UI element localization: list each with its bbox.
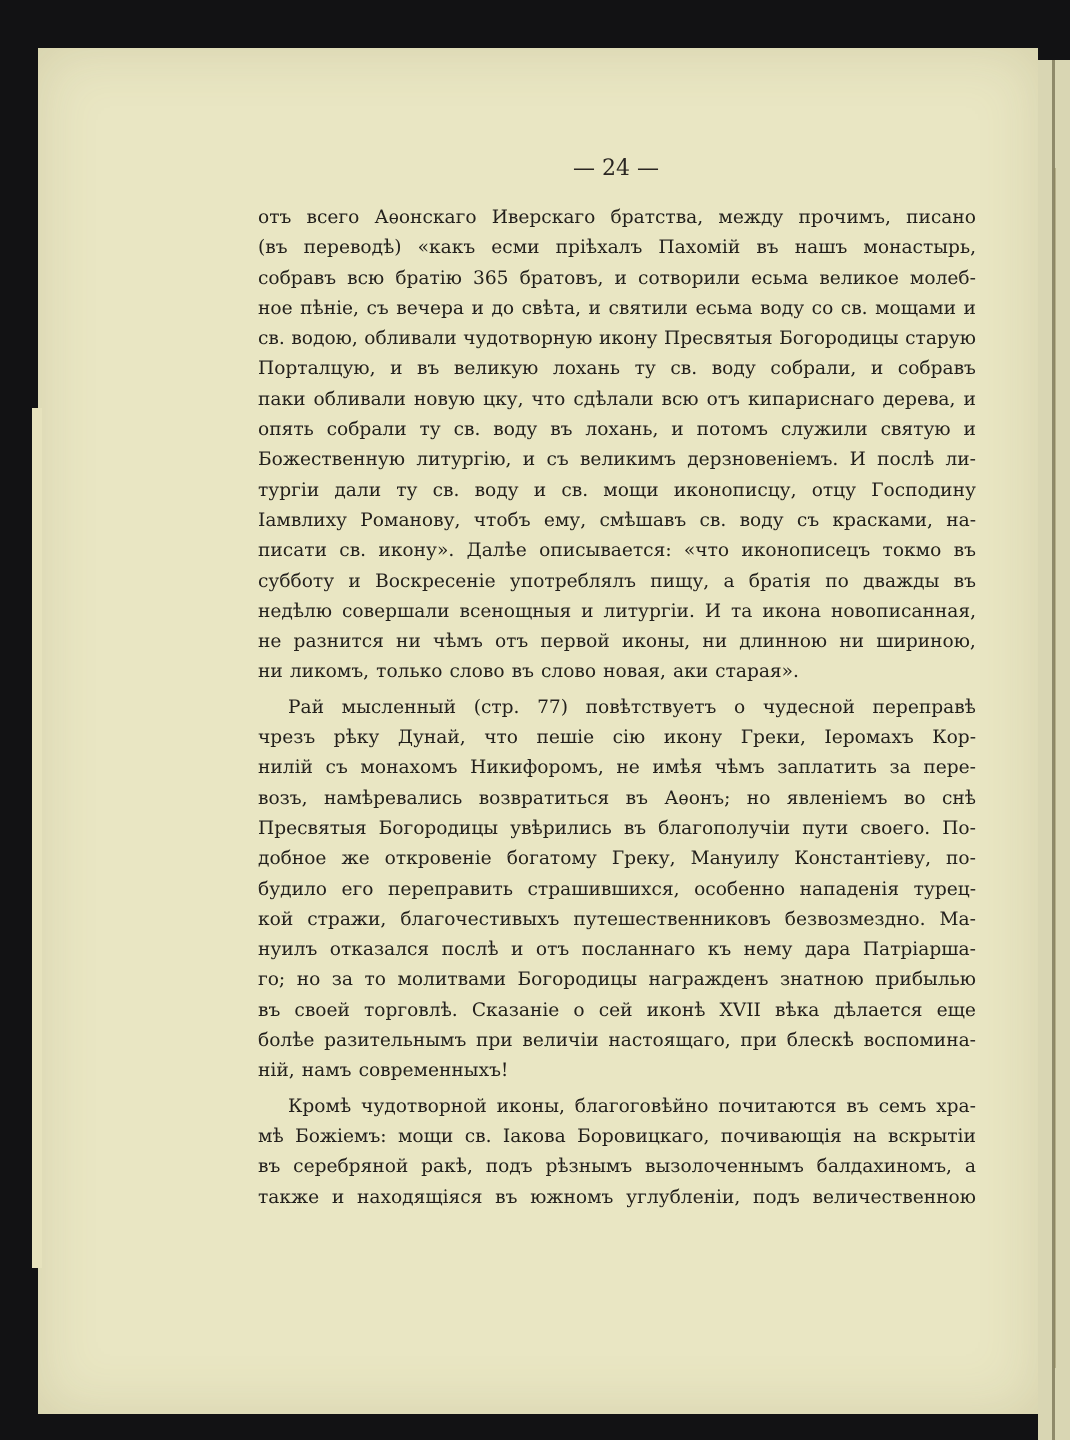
- text-line: добное же откровеніе богатому Греку, Мануилу Константіеву, по-: [258, 848, 976, 870]
- text-line: Божественную литургію, и съ великимъ дерзновеніемъ. И послѣ ли-: [258, 449, 976, 471]
- text-line: будило его переправить страшившихся, особенно нападенія турец-: [258, 878, 976, 900]
- text-line: возъ, намѣревались возвратиться въ Аѳонъ; но явленіемъ во снѣ: [258, 787, 976, 809]
- text-line: Пресвятыя Богородицы увѣрились въ благополучіи пути своего. По-: [258, 817, 976, 839]
- text-line: св. водою, обливали чудотворную икону Пресвятыя Богородицы старую: [258, 328, 976, 350]
- text-line: кой стражи, благочестивыхъ путешественниковъ безвозмездно. Ма-: [258, 908, 976, 930]
- text-line: также и находящіяся въ южномъ углубленіи, подъ величественною: [258, 1186, 976, 1208]
- text-line: въ серебряной ракѣ, подъ рѣзнымъ вызолоченнымъ балдахиномъ, а: [258, 1156, 976, 1178]
- text-line: собравъ всю братію 365 братовъ, и сотворили есьма великое молеб-: [258, 267, 976, 289]
- text-line: болѣе разительнымъ при величіи настоящаго, при блескѣ воспомина-: [258, 1030, 976, 1052]
- text-line: въ своей торговлѣ. Сказаніе о сей иконѣ XVII вѣка дѣлается еще: [258, 999, 976, 1021]
- text-line: паки обливали новую цку, что сдѣлали всю отъ кипариснаго дерева, и: [258, 388, 976, 410]
- text-line: тургіи дали ту св. воду и св. мощи иконописцу, отцу Господину: [258, 479, 976, 501]
- text-line: ное пѣніе, съ вечера и до свѣта, и святили есьма воду со св. мощами и: [258, 297, 976, 319]
- body-text: [258, 203, 976, 1213]
- text-line: го; но за то молитвами Богородицы награжденъ знатною прибылью: [258, 969, 976, 991]
- text-line: нуилъ отказался послѣ и отъ посланнаго къ нему дара Патріаршa-: [258, 939, 976, 961]
- text-line: нилій съ монахомъ Никифоромъ, не имѣя чѣмъ заплатить за пере-: [258, 757, 976, 779]
- text-line: писати св. икону». Далѣе описывается: «что иконописецъ токмо въ: [258, 540, 976, 562]
- text-line: чрезъ рѣку Дунай, что пешіе сію икону Греки, Іеромахъ Кор-: [258, 727, 976, 749]
- text-line: Порталцую, и въ великую лохань ту св. воду собрали, и собравъ: [258, 358, 976, 380]
- text-line: отъ всего Аѳонскаго Иверскаго братства, между прочимъ, писано: [258, 207, 976, 228]
- text-line: (въ переводѣ) «какъ есми пріѣхалъ Пахомій въ нашъ монастырь,: [258, 237, 976, 259]
- text-line: Кромѣ чудотворной иконы, благоговѣйно почитаются въ семъ хра-: [288, 1095, 976, 1117]
- text-line: ній, намъ современныхъ!: [258, 1060, 509, 1082]
- text-line: Рай мысленный (стр. 77) повѣтствуетъ о чудесной переправѣ: [288, 696, 976, 718]
- text-line: мѣ Божіемъ: мощи св. Іакова Боровицкаго, почивающія на вскрытіи: [258, 1125, 976, 1147]
- text-line: Іамвлиху Романову, чтобъ ему, смѣшавъ св. воду съ красками, на-: [258, 509, 976, 531]
- page-fold-line: [1054, 168, 1056, 1368]
- text-line: не разнится ни чѣмъ отъ первой иконы, ни длинною ни шириною,: [258, 631, 976, 653]
- text-line: опять собрали ту св. воду въ лохань, и потомъ служили святую и: [258, 419, 976, 441]
- text-line: недѣлю совершали всенощныя и литургіи. И та икона новописанная,: [258, 600, 976, 622]
- text-line: ни ликомъ, только слово въ слово новая, аки старая».: [258, 661, 799, 683]
- page-number: — 24 —: [573, 156, 659, 181]
- text-line: субботу и Воскресеніе употреблялъ пищу, а братія по дважды въ: [258, 570, 976, 592]
